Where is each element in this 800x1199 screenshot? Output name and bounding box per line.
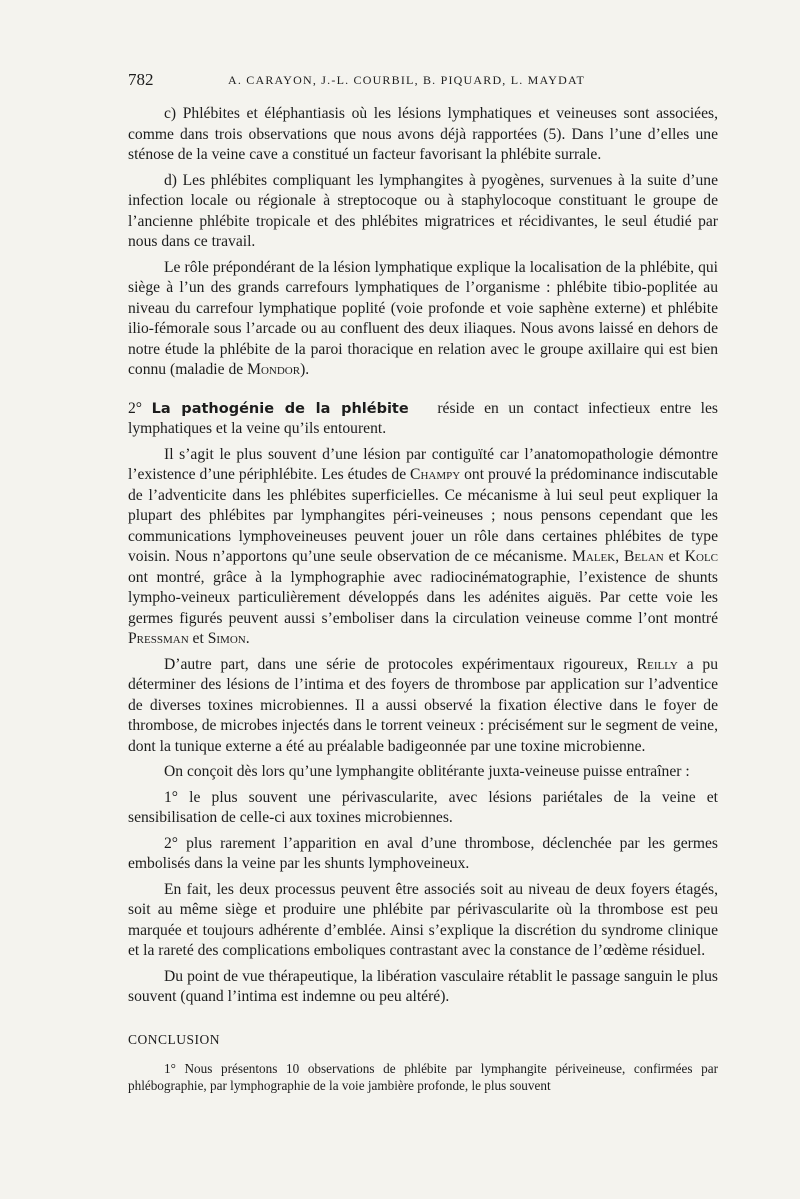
paragraph-contiguite: Il s’agit le plus souvent d’une lésion par contiguïté car l’anatomopathologie démontre l’existence d’une périphlébite. Les études de Champy ont prouvé la prédominance indiscutable de l’adventicite dans les phlébites superficielles. Ce mécanisme à lui seul peut expliquer la plupart des phlébites par lymphangites péri-veineuses ; nous pensons cependant que les communications lymphoveineuses peuvent jouer un rôle dans certaines phlébites de type voisin. Nous n’apportons qu’une seule observation de ce mécanisme. Malek, Belan et Kolc ont montré, grâce à la lymphographie avec radiocinématographie, l’existence de shunts lympho-veineux particulièrement développés dans les adénites aiguës. Par cette voie les germes figurés peuvent aussi s’emboliser dans la circulation veineuse comme l’ont montré Pressman et Simon. <box>128 445 719 647</box>
paragraph-point-2: 2° plus rarement l’apparition en aval d’une thrombose, déclenchée par les germes embolisés dans la veine par les shunts lymphoveineux. <box>128 834 718 872</box>
section-2-heading: 2° La pathogénie de la phlébite réside en un contact infectieux entre les lymphatiques et la veine qu’ils entourent. <box>128 399 718 437</box>
author-name: Belan <box>624 548 664 565</box>
conclusion-paragraph: 1° Nous présentons 10 observations de phlébite par lymphangite périveineuse, confirmées par phlébographie, par lymphographie de la voie jambière profonde, le plus souvent <box>128 1061 718 1093</box>
paragraph-concoit: On conçoit dès lors qu’une lymphangite oblitérante juxta-veineuse puisse entraîner : <box>164 763 690 780</box>
paragraph-therapeutique: Du point de vue thérapeutique, la libération vasculaire rétablit le passage sanguin le plus souvent (quand l’intima est indemne ou peu altéré). <box>128 967 718 1005</box>
author-name: Reilly <box>636 655 678 673</box>
section-title: La pathogénie de la phlébite <box>151 400 409 417</box>
running-head: A. CARAYON, J.-L. COURBIL, B. PIQUARD, L. MAYDAT <box>228 73 586 87</box>
author-name: Kolc <box>684 548 719 565</box>
body-text <box>128 104 718 1099</box>
paragraph-en-fait: En fait, les deux processus peuvent être associés soit au niveau de deux foyers étagés, soit au même siège et produire une phlébite par périvascularite où la thrombose est peu marquée et toujours adhérente d’emblée. Ainsi s’explique la discrétion du syndrome clinique et la rareté des complications emboliques contrastant avec la constance de l’œdème résiduel. <box>128 880 718 959</box>
author-name: Pressman <box>128 630 189 647</box>
author-name: Simon <box>207 630 246 647</box>
paragraph-c: c) Phlébites et éléphantiasis où les lésions lymphatiques et veineuses sont associées, comme dans trois observations que nous avons déjà rapportées (5). Dans l’une d’elles une sténose de la veine cave a constitué un facteur favorisant la phlébite surrale. <box>128 105 718 163</box>
page-number: 782 <box>128 70 154 89</box>
paragraph-role: Le rôle prépondérant de la lésion lymphatique explique la localisation de la phlébite, qui siège à l’un des grands carrefours lymphatiques de l’organisme : phlébite tibio-poplitée au niveau du carrefour lymphatique poplité (voie profonde et voie saphène externe) et phlébite ilio-fémorale sous l’arcade ou au confluent des deux iliaques. Nous avons laissé en dehors de notre étude la phlébite de la paroi thoracique en relation avec le groupe axillaire qui est bien connu (maladie de Mondor). <box>128 258 718 378</box>
paragraph-point-1: 1° le plus souvent une périvascularite, avec lésions pariétales de la veine et sensibilisation de celle-ci aux toxines microbiennes. <box>128 788 718 826</box>
author-name: Malek <box>572 548 616 565</box>
author-name: Mondor <box>247 361 301 378</box>
paragraph-d: d) Les phlébites compliquant les lymphangites à pyogènes, survenues à la suite d’une infection locale ou régionale à streptocoque ou à staphylocoque constituant le groupe de l’ancienne phlébite tropicale et des phlébites migratrices et récidivantes, le seul étudié par nous dans ce travail. <box>128 171 718 250</box>
paragraph-reilly: D’autre part, dans une série de protocoles expérimentaux rigoureux, Reilly a pu déterminer des lésions de l’intima et des foyers de thrombose par application sur l’adventice de diverses toxines microbiennes. Il a aussi observé la fixation élective dans le foyer de thrombose, de microbes injectés dans le torrent veineux : précisément sur le segment de veine, dont la tunique externe a été au préalable badigeonnée par une toxine microbienne. <box>128 655 719 755</box>
page-header <box>128 70 718 94</box>
author-name: Champy <box>410 466 461 483</box>
conclusion-heading: CONCLUSION <box>128 1031 221 1047</box>
